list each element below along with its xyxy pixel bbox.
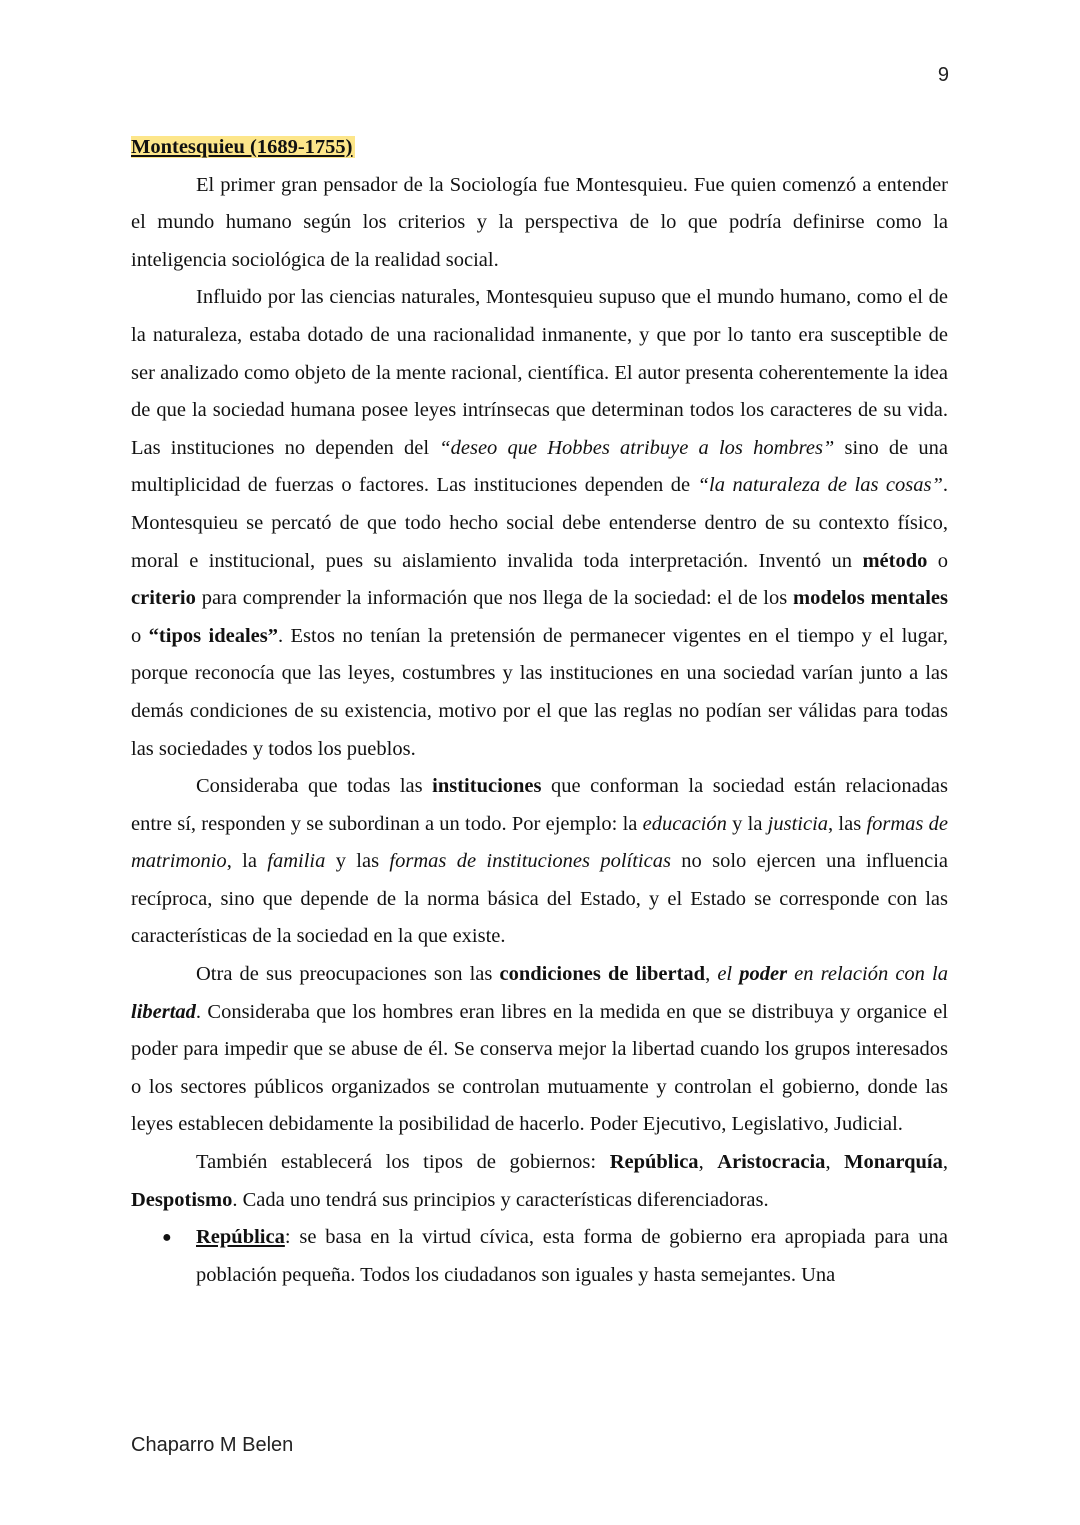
text-run: para comprender la información que nos llega de la sociedad: el de los	[195, 587, 793, 610]
italic-term: el	[717, 963, 740, 986]
paragraph-1-text: El primer gran pensador de la Sociología fue Montesquieu. Fue quien comenzó a entender el mundo humano según los criterios y la perspectiva de lo que podría definirse como la inteligencia sociológica de la realidad social.	[131, 173, 948, 271]
bold-term: modelos mentales	[793, 587, 948, 610]
italic-term: familia	[267, 850, 326, 873]
bullet-icon: ●	[162, 1229, 172, 1247]
italic-term: en relación con la	[787, 963, 949, 986]
text-run: no solo ejercen una influencia recíproca, sino que depende de la norma básica del Estado, y el Estado se corresponde con las características de la sociedad en la que existe.	[131, 850, 949, 948]
text-run: sino de una multiplicidad de fuerzas o factores. Las instituciones dependen de	[131, 436, 949, 497]
bold-term: Aristocracia	[717, 1151, 826, 1174]
section-title	[131, 129, 948, 167]
italic-quote: “deseo que Hobbes atribuye a los hombres”	[439, 436, 835, 459]
bold-term: Despotismo	[131, 1188, 233, 1211]
text-run: ,	[705, 963, 718, 986]
text-run: , las	[828, 812, 867, 835]
text-run: que conforman la sociedad están relacionadas entre sí, responden y se subordinan a un todo. Por ejemplo: la	[131, 775, 948, 835]
italic-quote: “la naturaleza de las cosas”	[697, 474, 943, 497]
italic-term: justicia	[767, 812, 829, 835]
text-run: o	[927, 549, 949, 572]
text-run: . Consideraba que los hombres eran libres en la medida en que se distribuya y organice el poder para impedir que se abuse de él. Se conserva mejor la libertad cuando los grupos interesados o los sectores públicos organizados se controlan mutuamente y controlan el gobierno, donde las leyes establecen debidamente la posibilidad de hacerlo. Poder Ejecutivo, Legislativo, Judicial.	[131, 1000, 948, 1136]
paragraph-5	[131, 1144, 948, 1219]
italic-term: formas de instituciones políticas	[389, 850, 671, 873]
text-run: y las	[325, 850, 390, 873]
bold-italic-term: poder	[739, 963, 788, 986]
bold-term: condiciones de libertad	[499, 963, 706, 986]
section-title-highlight: Montesquieu (1689-1755)	[131, 136, 353, 158]
text-run: Consideraba que todas las	[196, 775, 433, 798]
list-item-text: : se basa en la virtud cívica, esta forma de gobierno era apropiada para una población pequeña. Todos los ciudadanos son iguales y hasta semejantes. Una	[196, 1226, 948, 1286]
government-types-list	[131, 1219, 948, 1294]
text-run: Otra de sus preocupaciones son las	[196, 963, 500, 986]
text-run: También establecerá los tipos de gobiernos:	[196, 1151, 610, 1174]
bold-term: Monarquía	[844, 1151, 943, 1174]
bold-term: “tipos ideales”	[148, 624, 278, 647]
bold-italic-term: libertad	[131, 1000, 196, 1023]
paragraph-2	[131, 279, 948, 768]
text-run: Influido por las ciencias naturales, Montesquieu supuso que el mundo humano, como el de la naturaleza, estaba dotado de una racionalidad inmanente, y que por lo tanto era susceptible de ser analizado como objeto de la mente racional, científica. El autor presenta coherentemente la idea de que la sociedad humana posee leyes intrínsecas que determinan todos los caracteres de su vida. Las instituciones no dependen del	[131, 286, 948, 459]
text-run: o	[131, 624, 149, 647]
italic-term: educación	[642, 812, 727, 835]
list-item-term: República	[196, 1226, 285, 1249]
bold-term: República	[609, 1151, 699, 1174]
list-item	[162, 1219, 948, 1294]
text-run: ,	[698, 1151, 718, 1174]
text-run: y la	[726, 812, 768, 835]
text-run: . Estos no tenían la pretensión de permanecer vigentes en el tiempo y el lugar, porque reconocía que las leyes, costumbres y las instituciones en una sociedad varían junto a las demás condiciones de su existencia, motivo por el que las reglas no podían ser válidas para todas las sociedades y todos los pueblos.	[131, 624, 948, 760]
text-run: . Montesquieu se percató de que todo hecho social debe entenderse dentro de su contexto físico, moral e institucional, pues su aislamiento invalida toda interpretación. Inventó un	[131, 474, 948, 572]
italic-term: formas de matrimonio	[131, 812, 948, 873]
text-run: ,	[825, 1151, 845, 1174]
bold-term: método	[862, 549, 928, 572]
paragraph-3	[131, 768, 948, 956]
footer-author: Chaparro M Belen	[131, 1434, 294, 1456]
paragraph-1	[131, 167, 948, 280]
text-run: ,	[942, 1151, 949, 1174]
paragraph-4	[131, 956, 948, 1144]
bold-term: instituciones	[432, 775, 542, 798]
page-number: 9	[937, 64, 949, 86]
document-body	[131, 129, 948, 1294]
bold-term: criterio	[131, 587, 196, 610]
text-run: , la	[226, 850, 268, 873]
text-run: . Cada uno tendrá sus principios y características diferenciadoras.	[232, 1188, 769, 1211]
